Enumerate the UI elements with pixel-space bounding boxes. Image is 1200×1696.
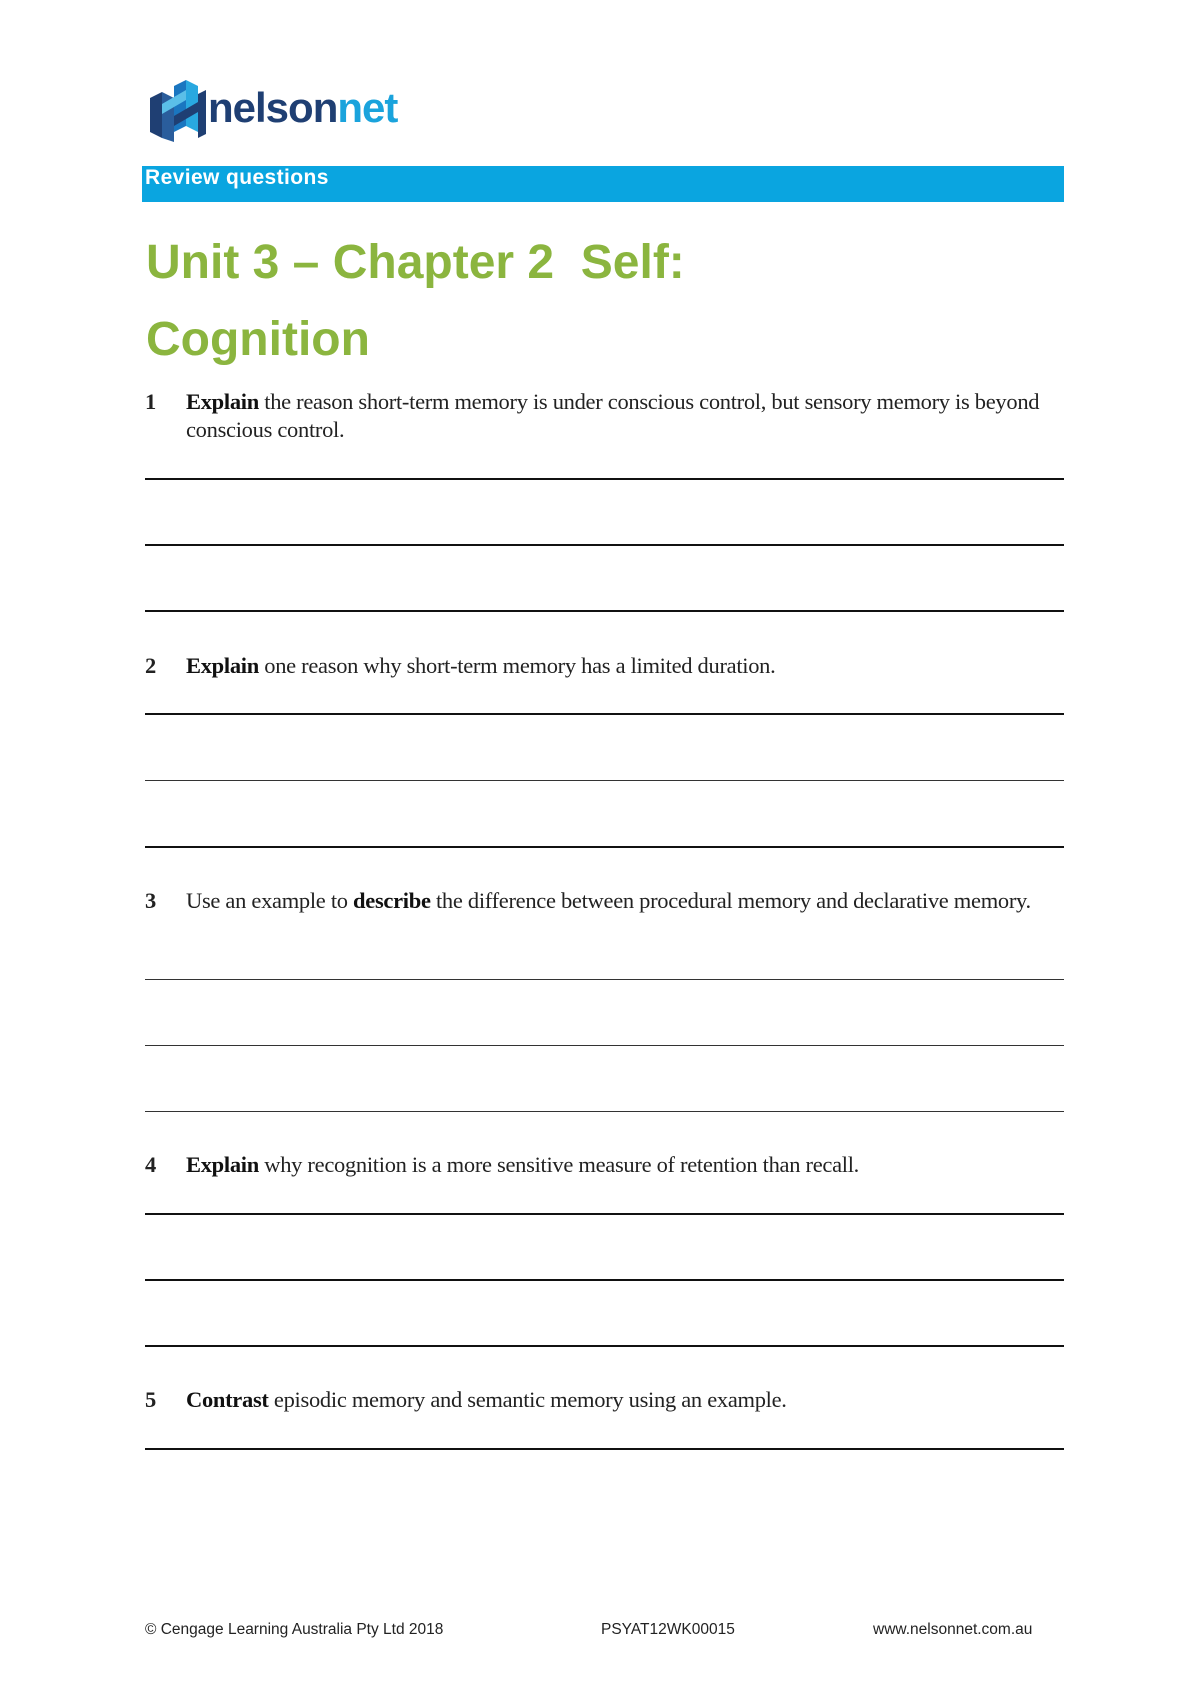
answer-line[interactable] bbox=[145, 1111, 1064, 1112]
footer-website[interactable]: www.nelsonnet.com.au bbox=[873, 1621, 1033, 1638]
question-number: 2 bbox=[145, 653, 157, 678]
question-rest: episodic memory and semantic memory using an example. bbox=[268, 1387, 787, 1412]
question-text bbox=[186, 1151, 1086, 1179]
answer-line[interactable] bbox=[145, 1045, 1064, 1046]
question-rest: one reason why short-term memory has a limited duration. bbox=[258, 653, 776, 678]
question-number: 1 bbox=[145, 389, 157, 414]
answer-line[interactable] bbox=[145, 780, 1064, 781]
question-text bbox=[186, 652, 1086, 680]
question-keyword: describe bbox=[353, 888, 431, 913]
answer-line[interactable] bbox=[145, 846, 1064, 848]
question-keyword: Explain bbox=[186, 389, 259, 414]
logo-wordmark bbox=[208, 84, 397, 132]
question-text bbox=[186, 887, 1086, 915]
question-keyword: Contrast bbox=[186, 1387, 269, 1412]
question-number: 3 bbox=[145, 888, 157, 913]
footer-code: PSYAT12WK00015 bbox=[601, 1621, 735, 1638]
nelsonnet-logo-mark-icon bbox=[148, 76, 206, 142]
nelsonnet-logo bbox=[148, 76, 397, 142]
question-text bbox=[186, 388, 1086, 444]
logo-wordmark-part1: nelson bbox=[208, 84, 338, 131]
logo-wordmark-part2: net bbox=[337, 84, 398, 131]
answer-line[interactable] bbox=[145, 979, 1064, 980]
answer-line[interactable] bbox=[145, 1279, 1064, 1281]
banner-label: Review questions bbox=[145, 166, 329, 189]
answer-line[interactable] bbox=[145, 610, 1064, 612]
question-text bbox=[186, 1386, 1086, 1414]
question-number: 4 bbox=[145, 1152, 157, 1177]
answer-line[interactable] bbox=[145, 478, 1064, 480]
answer-line[interactable] bbox=[145, 544, 1064, 546]
section-banner bbox=[142, 166, 1064, 202]
question-keyword: Explain bbox=[186, 1152, 259, 1177]
question-rest: the reason short-term memory is under conscious control, but sensory memory is beyond conscious control. bbox=[186, 389, 1040, 442]
question-number: 5 bbox=[145, 1387, 157, 1412]
answer-line[interactable] bbox=[145, 1345, 1064, 1347]
footer-copyright: © Cengage Learning Australia Pty Ltd 2018 bbox=[145, 1621, 444, 1638]
question-rest: the difference between procedural memory and declarative memory. bbox=[430, 888, 1031, 913]
question-keyword: Explain bbox=[186, 653, 259, 678]
question-rest: why recognition is a more sensitive measure of retention than recall. bbox=[258, 1152, 859, 1177]
page-title: Unit 3 – Chapter 2 Self: Cognition bbox=[146, 236, 685, 366]
answer-line[interactable] bbox=[145, 713, 1064, 715]
answer-line[interactable] bbox=[145, 1213, 1064, 1215]
answer-line[interactable] bbox=[145, 1448, 1064, 1450]
question-lead: Use an example to bbox=[186, 888, 354, 913]
